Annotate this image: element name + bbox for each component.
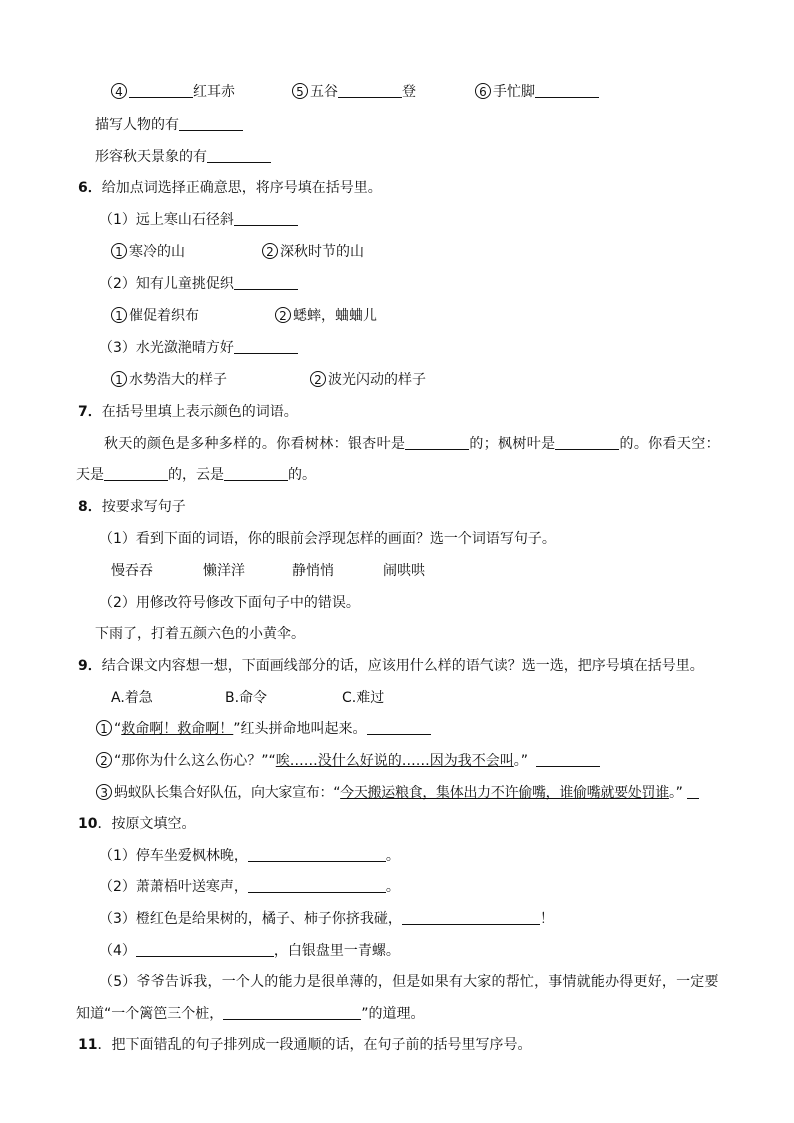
idiom-item-5	[292, 82, 416, 102]
answer-blank[interactable]	[234, 210, 298, 226]
answer-blank[interactable]	[129, 82, 193, 98]
circled-number: 1	[111, 371, 127, 387]
answer-blank[interactable]	[223, 1004, 361, 1020]
answer-blank[interactable]	[367, 719, 431, 735]
word: 懒洋洋	[203, 563, 245, 579]
circled-number: 5	[292, 83, 308, 99]
option: 1 寒冷的山	[111, 242, 185, 262]
answer-blank[interactable]	[136, 941, 274, 957]
circled-number: 2	[96, 752, 112, 768]
q8-sentence: 下雨了，打着五颜六色的小黄伞。	[95, 626, 305, 642]
answer-blank[interactable]	[207, 147, 271, 163]
item-label: （1）远上寒山石径斜	[99, 212, 234, 228]
q6-options-2	[0, 306, 794, 326]
answer-blank[interactable]	[402, 909, 540, 925]
q10-line-1: （1）停车坐爱枫林晚， 。	[99, 848, 400, 864]
q8-sub-2: （2）用修改符号修改下面句子中的错误。	[99, 595, 360, 611]
answer-blank[interactable]	[687, 783, 699, 799]
option: 2 深秋时节的山	[262, 242, 364, 262]
q7-line-2: 天是 的，云是 的。	[76, 467, 316, 483]
question-7	[0, 402, 794, 422]
underlined-text: 今天搬运粮食，集体出力不许偷嘴，谁偷嘴就要处罚谁	[340, 785, 669, 801]
answer-blank[interactable]	[234, 338, 298, 354]
question-text: 按要求写句子	[101, 499, 186, 515]
word: 闹哄哄	[383, 563, 425, 579]
option: 1 水势浩大的样子	[111, 370, 227, 390]
underlined-text: 救命啊！救命啊！	[121, 721, 234, 737]
q10-line-5: （5）爷爷告诉我，一个人的能力是很单薄的，但是如果有大家的帮忙，事情就能办得更好，一定要	[99, 974, 719, 990]
question-text: ．把下面错乱的句子排列成一段通顺的话，在句子前的括号里写序号。	[97, 1037, 532, 1053]
idiom-text: 红耳赤	[193, 84, 235, 100]
idiom-row	[0, 82, 794, 102]
word: 慢吞吞	[111, 563, 153, 579]
answer-blank[interactable]	[405, 434, 469, 450]
word: 静悄悄	[292, 563, 334, 579]
answer-blank[interactable]	[179, 115, 243, 131]
question-number: 8．	[78, 499, 102, 515]
answer-blank[interactable]	[535, 82, 599, 98]
choice: B.命令	[225, 690, 268, 706]
question-8	[0, 497, 794, 517]
question-number: 7．	[78, 404, 102, 420]
q6-item-3	[0, 338, 794, 358]
q9-choices	[0, 688, 794, 708]
idiom-text: 五谷	[310, 84, 338, 100]
autumn-line	[0, 147, 794, 167]
circled-number: 3	[96, 784, 112, 800]
circled-number: 2	[310, 371, 326, 387]
circled-number: 2	[275, 307, 291, 323]
option: 2 蟋蟀，蛐蛐儿	[275, 306, 377, 326]
question-6	[0, 178, 794, 198]
q10-line-2: （2）萧萧梧叶送寒声， 。	[99, 879, 400, 895]
answer-blank[interactable]	[338, 82, 402, 98]
q7-line-1: 秋天的颜色是多种多样的。你看树林：银杏叶是 的；枫树叶是 的。你看天空：	[104, 436, 720, 452]
circled-number: 1	[96, 720, 112, 736]
question-text: 给加点词选择正确意思，将序号填在括号里。	[101, 180, 382, 196]
option: 1 催促着织布	[111, 306, 199, 326]
question-number: 6．	[78, 180, 102, 196]
idiom-text: 登	[402, 84, 416, 100]
question-text: 结合课文内容想一想，下面画线部分的话，应该用什么样的语气读？选一选，把序号填在括号里。	[101, 658, 704, 674]
choice: A.着急	[111, 690, 153, 706]
item-label: （2）知有儿童挑促织	[99, 276, 234, 292]
q9-line-1: 1 “救命啊！救命啊！”红头拼命地叫起来。	[0, 719, 794, 739]
circled-number: 1	[111, 243, 127, 259]
idiom-text: 手忙脚	[493, 84, 535, 100]
circled-number: 2	[262, 243, 278, 259]
q8-sub-1: （1）看到下面的词语，你的眼前会浮现怎样的画面？选一个词语写句子。	[99, 531, 556, 547]
answer-blank[interactable]	[224, 465, 288, 481]
choice: C.难过	[342, 690, 385, 706]
q8-word-list	[0, 561, 794, 581]
q9-line-2: 2 “那你为什么这么伤心？”“唉……没什么好说的……因为我不会叫。”	[0, 751, 794, 771]
question-10	[0, 814, 794, 834]
q6-item-1	[0, 210, 794, 230]
answer-blank[interactable]	[536, 751, 600, 767]
underlined-text: 唉……没什么好说的……因为我不会叫	[275, 753, 514, 769]
q9-line-3: 3 蚂蚁队长集合好队伍，向大家宣布：“今天搬运粮食，集体出力不许偷嘴，谁偷嘴就要处罚谁。”	[0, 783, 794, 803]
answer-blank[interactable]	[104, 465, 168, 481]
q6-options-3	[0, 370, 794, 390]
idiom-item-6	[475, 82, 599, 102]
item-label: （3）水光潋滟晴方好	[99, 340, 234, 356]
answer-blank[interactable]	[555, 434, 619, 450]
q10-line-3: （3）橙红色是给果树的，橘子、柿子你挤我碰， ！	[99, 911, 554, 927]
autumn-label: 形容秋天景象的有	[95, 149, 207, 165]
q6-options-1	[0, 242, 794, 262]
question-number: 9．	[78, 658, 102, 674]
circled-number: 4	[111, 83, 127, 99]
q10-line-6: 知道“一个篱笆三个桩， ”的道理。	[76, 1006, 425, 1022]
answer-blank[interactable]	[234, 274, 298, 290]
q10-line-4: （4） ，白银盘里一青螺。	[99, 943, 400, 959]
circled-number: 6	[475, 83, 491, 99]
people-label: 描写人物的有	[95, 117, 179, 133]
question-number: 10	[78, 816, 98, 832]
idiom-item-4	[111, 82, 235, 102]
answer-blank[interactable]	[248, 877, 386, 893]
question-9	[0, 656, 794, 676]
question-11	[0, 1035, 794, 1055]
people-line	[0, 115, 794, 135]
circled-number: 1	[111, 307, 127, 323]
question-text: ．按原文填空。	[97, 816, 196, 832]
question-text: 在括号里填上表示颜色的词语。	[101, 404, 298, 420]
q6-item-2	[0, 274, 794, 294]
answer-blank[interactable]	[248, 846, 386, 862]
question-number: 11	[78, 1037, 98, 1053]
option: 2 波光闪动的样子	[310, 370, 426, 390]
